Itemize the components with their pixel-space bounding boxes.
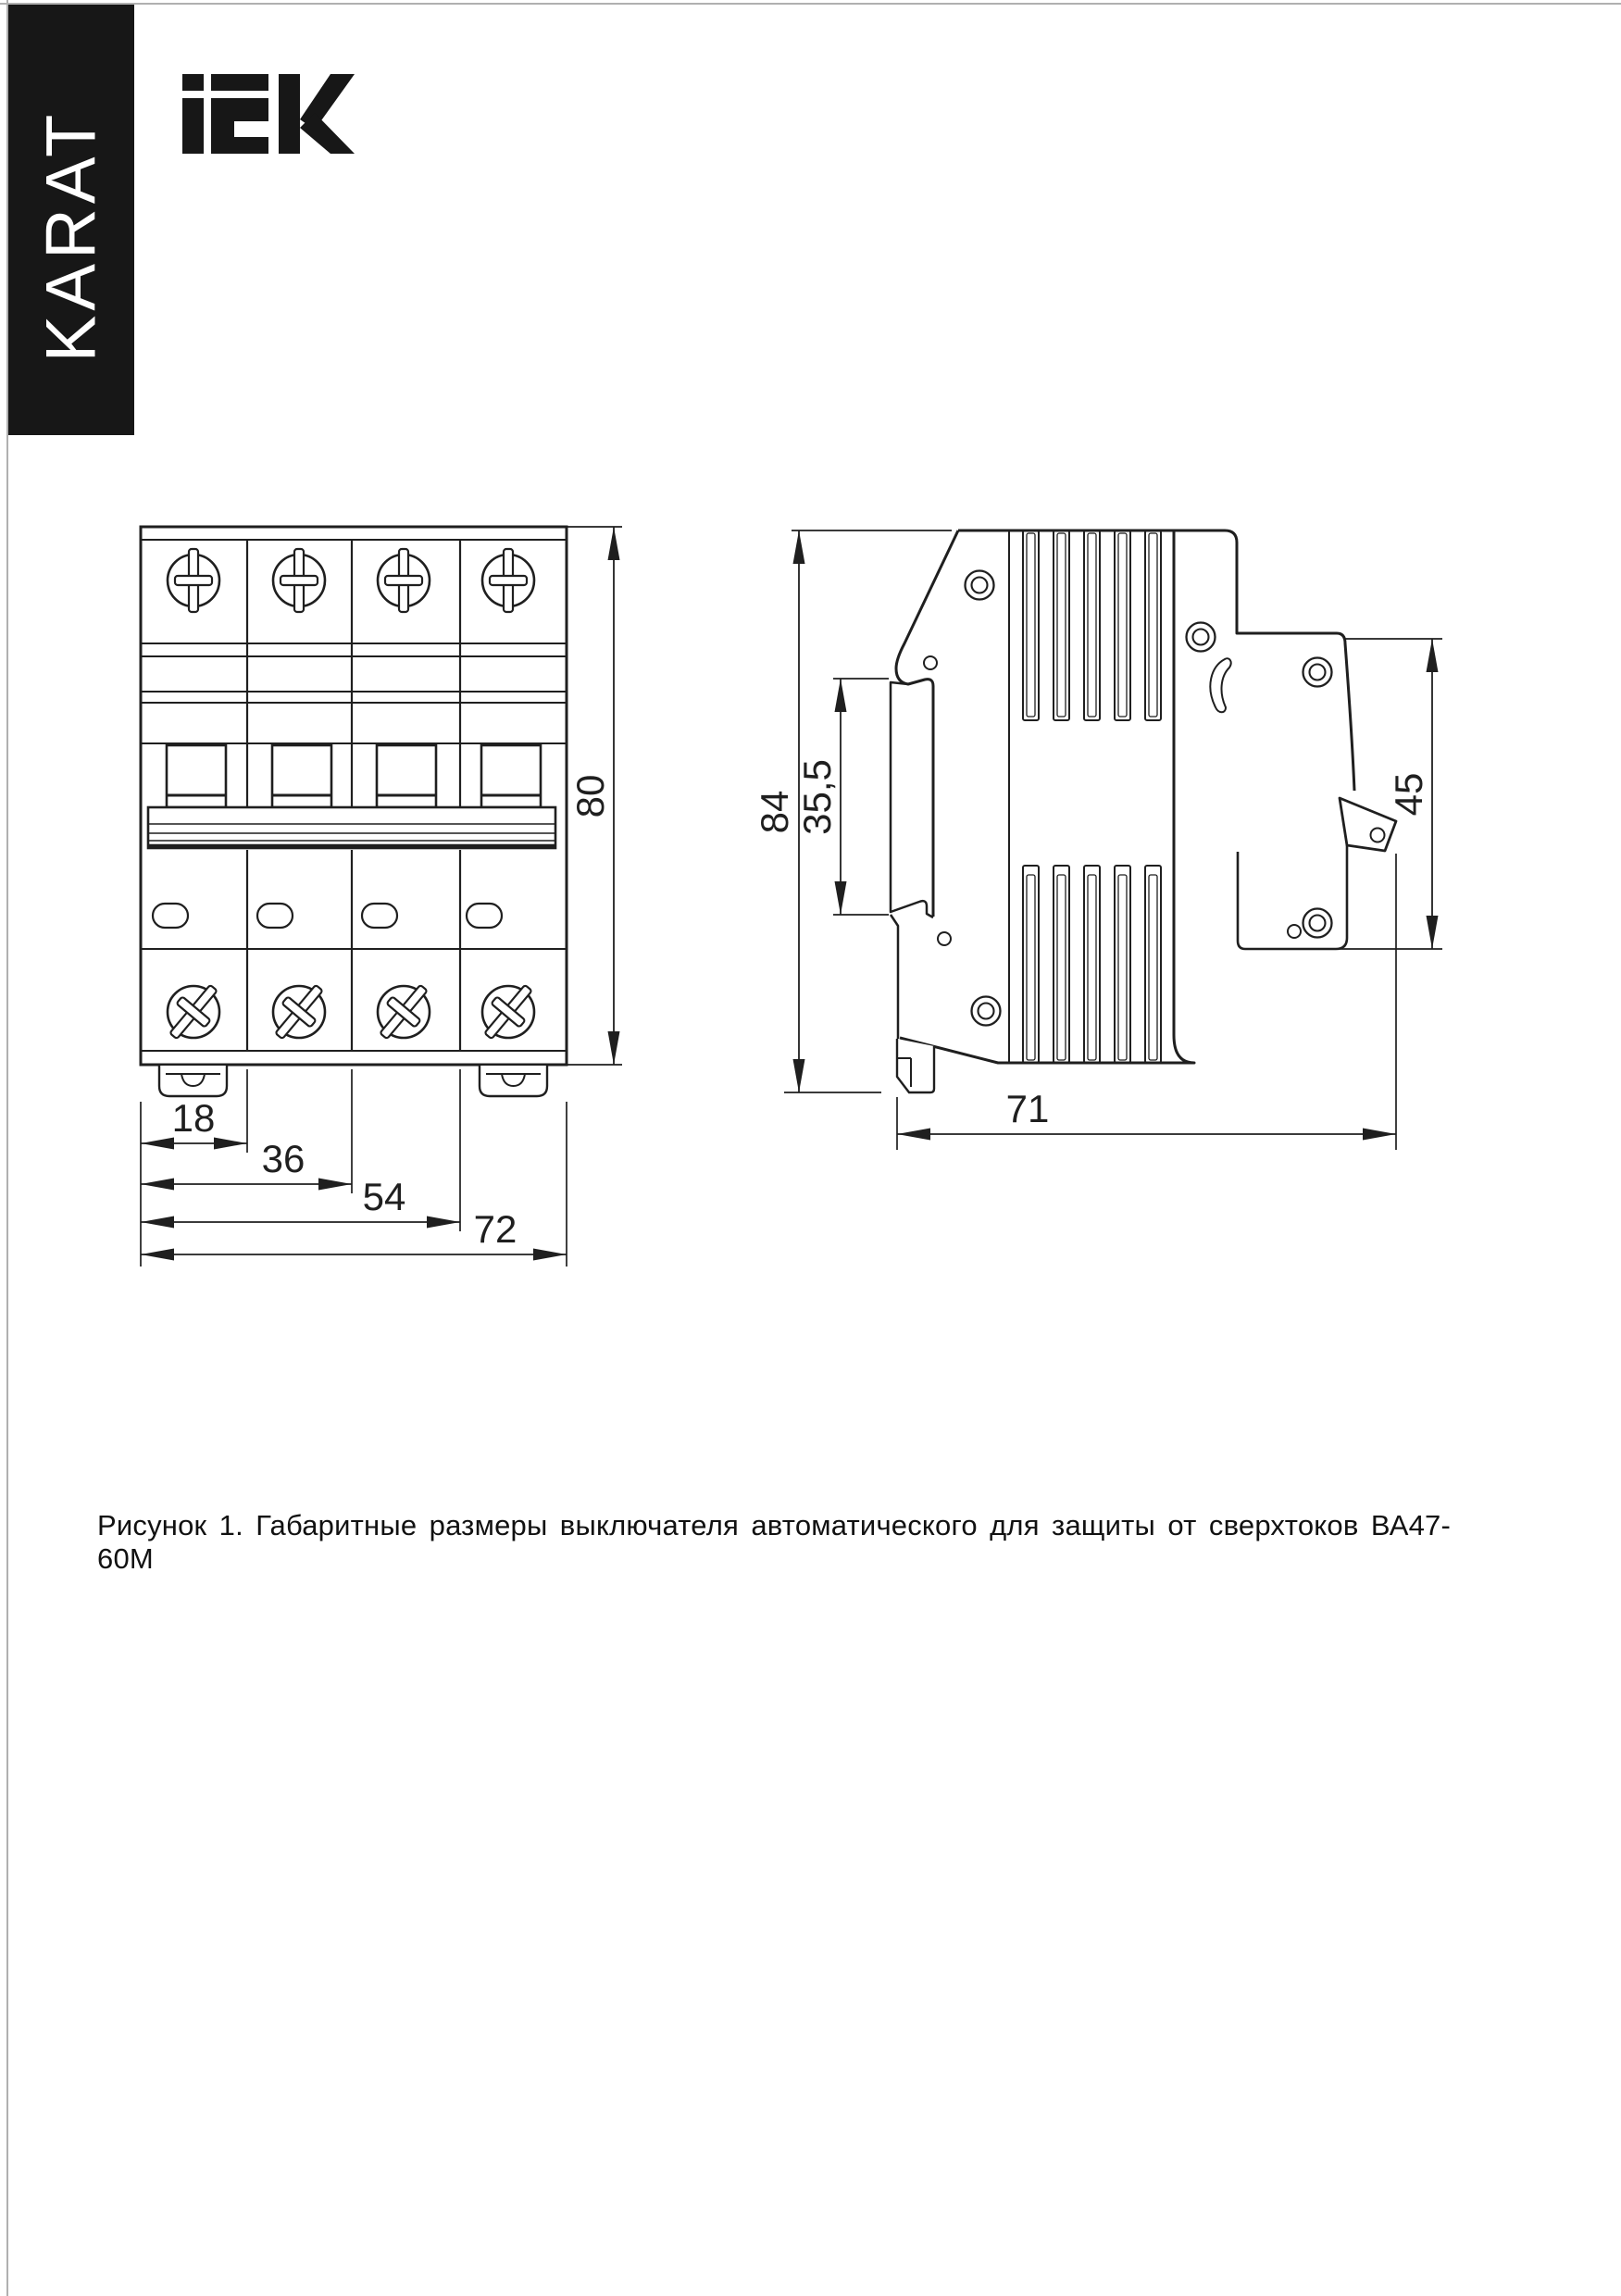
- dimension-80: [568, 527, 620, 1065]
- rivet-front-upper: [1303, 658, 1332, 687]
- dimension-45: [1387, 639, 1439, 949]
- toggle-stem-2: [272, 745, 331, 807]
- side-view-drawing: [753, 530, 1442, 1150]
- rivet-top-left: [966, 571, 994, 600]
- dimension-45-label: 45: [1387, 772, 1430, 817]
- toggle-tie-bar: [148, 807, 555, 848]
- din-clip-side: [897, 1039, 934, 1092]
- rivet-bottom-left: [972, 997, 1001, 1026]
- figure-caption: Рисунок 1. Габаритные размеры выключателя автоматического для защиты от сверхтоков ВА47-60М: [97, 1509, 1451, 1575]
- side-extension-lines: [784, 530, 1442, 1150]
- dimension-71-label: 71: [1005, 1087, 1050, 1130]
- toggle-stem-3: [377, 745, 436, 807]
- dimension-72-label: 72: [473, 1207, 517, 1251]
- iek-logo-i-stem: [182, 98, 204, 154]
- vent-slots-bottom-group: [1023, 866, 1161, 1063]
- dimension-54: [141, 1175, 460, 1229]
- pin-hole-front: [1288, 925, 1301, 938]
- dimension-18-label: 18: [171, 1096, 216, 1140]
- din-recess-details: [891, 682, 933, 1039]
- front-view-drawing: [141, 527, 622, 1267]
- vent-slots-top-group: [1023, 530, 1161, 720]
- rivet-top-right: [1187, 623, 1216, 652]
- dimension-71: [897, 1087, 1396, 1141]
- karat-banner: [8, 5, 134, 435]
- dimension-36-label: 36: [261, 1137, 305, 1180]
- din-clip-front-right: [480, 1066, 547, 1096]
- pin-hole-bottom: [938, 932, 951, 945]
- dimension-35-5: [795, 679, 847, 915]
- toggle-stem-4: [481, 745, 541, 807]
- iek-logo-e-top-bar: [211, 74, 268, 91]
- iek-logo-icon: [176, 65, 361, 161]
- toggle-stem-1: [167, 745, 226, 807]
- dimension-drawing: [74, 500, 1592, 1315]
- dimension-72: [141, 1207, 567, 1261]
- karat-banner-label: KARAT: [31, 109, 111, 363]
- side-body-outline: [896, 530, 1354, 1063]
- iek-logo-k-stem: [279, 74, 300, 154]
- page-edge-top: [0, 3, 1621, 5]
- kidney-slot: [1210, 658, 1230, 712]
- pin-hole-top: [924, 656, 937, 669]
- iek-logo-e-body: [211, 98, 268, 154]
- dimension-54-label: 54: [362, 1175, 406, 1218]
- dimension-80-label: 80: [568, 774, 612, 818]
- iek-logo-i-dot: [182, 74, 204, 91]
- dimension-18: [141, 1096, 247, 1150]
- din-clip-front-left: [159, 1066, 227, 1096]
- dimension-35-5-label: 35,5: [795, 759, 839, 835]
- dimension-84-label: 84: [753, 790, 796, 834]
- rivet-front-lower: [1303, 909, 1332, 938]
